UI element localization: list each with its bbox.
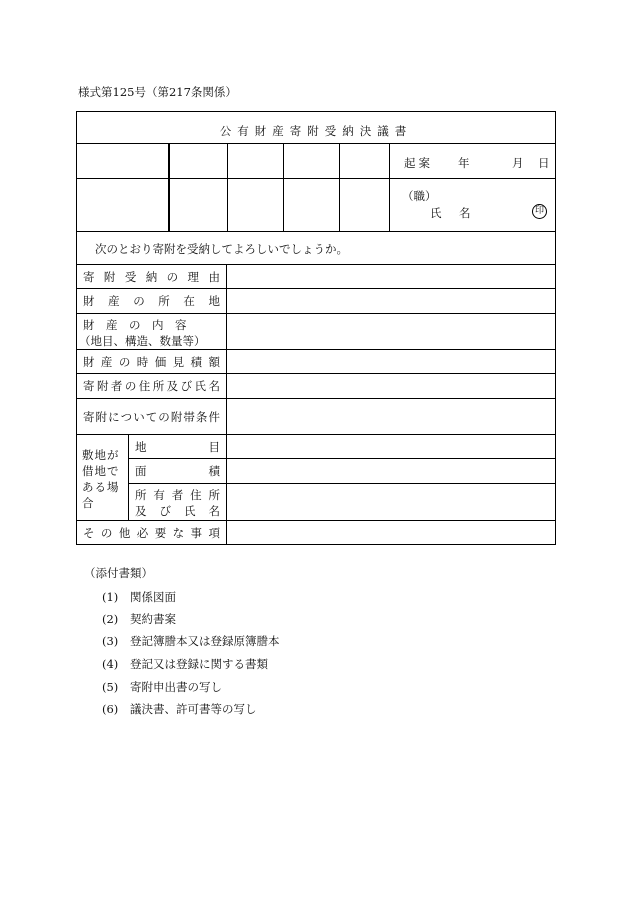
attachment-label: 登記簿謄本又は登録原簿謄本: [130, 634, 280, 648]
contents-label-line1: 財 産 の 内 容: [83, 318, 187, 332]
leased-land-block: [77, 435, 555, 521]
attachment-num: (4): [102, 657, 119, 671]
other-matters-label: そ の 他 必 要 な 事 項: [77, 521, 227, 544]
other-matters-row: [77, 521, 555, 544]
stamp-box-1[interactable]: [77, 144, 170, 178]
owner-label-line1: 所 有 者 住 所: [135, 487, 220, 502]
seal-icon: 印: [532, 204, 547, 219]
stamp-row-1: [77, 144, 555, 179]
attachment-item: [102, 633, 280, 649]
conditions-row: [77, 399, 555, 435]
reason-row: [77, 265, 555, 289]
attachment-num: (6): [102, 702, 119, 716]
attachment-label: 寄附申出書の写し: [130, 680, 222, 694]
donor-value[interactable]: [227, 374, 555, 398]
leased-land-line3: ある場: [82, 480, 120, 494]
request-text: 次のとおり寄附を受納してよろしいでしょうか。: [95, 242, 348, 256]
day-label: 日: [538, 156, 550, 170]
attachment-item: [102, 611, 176, 627]
stamp-box-4[interactable]: [284, 144, 340, 178]
attachment-num: (5): [102, 680, 119, 694]
stamp-box-8[interactable]: [228, 179, 284, 231]
area-label: 面 積: [129, 459, 227, 483]
owner-row: [129, 484, 555, 521]
donation-acceptance-form: [76, 111, 556, 545]
contents-value[interactable]: [227, 314, 555, 349]
drafter-cell[interactable]: [390, 179, 555, 231]
year-label: 年: [458, 156, 470, 170]
attachment-num: (2): [102, 612, 119, 626]
location-label: 財 産 の 所 在 地: [77, 289, 227, 313]
other-matters-value[interactable]: [227, 521, 555, 544]
owner-value[interactable]: [227, 484, 555, 521]
land-category-value[interactable]: [227, 435, 555, 458]
attachments-title: （添付書類）: [84, 566, 153, 580]
leased-land-label: [77, 435, 129, 520]
location-value[interactable]: [227, 289, 555, 313]
draft-date-cell[interactable]: [390, 144, 555, 178]
attachment-label: 議決書、許可書等の写し: [130, 702, 257, 716]
stamp-box-7[interactable]: [172, 179, 228, 231]
stamp-row-2: [77, 179, 555, 232]
leased-land-line4: 合: [82, 496, 94, 510]
contents-label-line2: （地目、構造、数量等）: [79, 334, 206, 348]
attachment-item: [102, 701, 257, 717]
month-label: 月: [512, 156, 524, 170]
stamp-box-5[interactable]: [340, 144, 390, 178]
contents-row: [77, 314, 555, 350]
stamp-box-10[interactable]: [340, 179, 390, 231]
land-category-row: [129, 435, 555, 459]
attachment-label: 契約書案: [130, 612, 176, 626]
leased-land-subrows: [129, 435, 555, 520]
position-label: （職）: [402, 189, 437, 203]
location-row: [77, 289, 555, 314]
attachment-item: [102, 679, 222, 695]
attachment-label: 関係図面: [130, 590, 176, 604]
donor-label: 寄 附 者 の 住 所 及 び 氏 名: [77, 374, 227, 398]
leased-land-line2: 借地で: [82, 464, 120, 478]
area-row: [129, 459, 555, 484]
title-row: [77, 112, 555, 144]
owner-label: [129, 484, 227, 521]
market-value-value[interactable]: [227, 350, 555, 373]
market-value-row: [77, 350, 555, 374]
reason-value[interactable]: [227, 265, 555, 288]
name-label: 氏 名: [430, 206, 474, 220]
conditions-value[interactable]: [227, 399, 555, 434]
attachment-label: 登記又は登録に関する書類: [130, 657, 268, 671]
attachment-item: [102, 589, 176, 605]
land-category-label: 地 目: [129, 435, 227, 458]
attachment-num: (3): [102, 634, 119, 648]
form-number: 様式第125号（第217条関係）: [78, 85, 237, 99]
attachment-item: [102, 656, 268, 672]
conditions-label: 寄 附 に つ い て の 附 帯 条 件: [77, 399, 227, 434]
reason-label: 寄 附 受 納 の 理 由: [77, 265, 227, 288]
drafted-label: 起案: [404, 156, 433, 170]
stamp-box-6[interactable]: [77, 179, 170, 231]
market-value-label: 財 産 の 時 価 見 積 額: [77, 350, 227, 373]
contents-label: [77, 314, 227, 349]
request-row: [77, 232, 555, 265]
form-title: 公有財産寄附受納決議書: [219, 124, 413, 138]
stamp-box-3[interactable]: [228, 144, 284, 178]
attachment-num: (1): [102, 590, 119, 604]
area-value[interactable]: [227, 459, 555, 483]
donor-row: [77, 374, 555, 399]
stamp-box-2[interactable]: [172, 144, 228, 178]
leased-land-line1: 敷地が: [82, 448, 120, 462]
stamp-box-9[interactable]: [284, 179, 340, 231]
owner-label-line2: 及 び 氏 名: [135, 503, 220, 518]
